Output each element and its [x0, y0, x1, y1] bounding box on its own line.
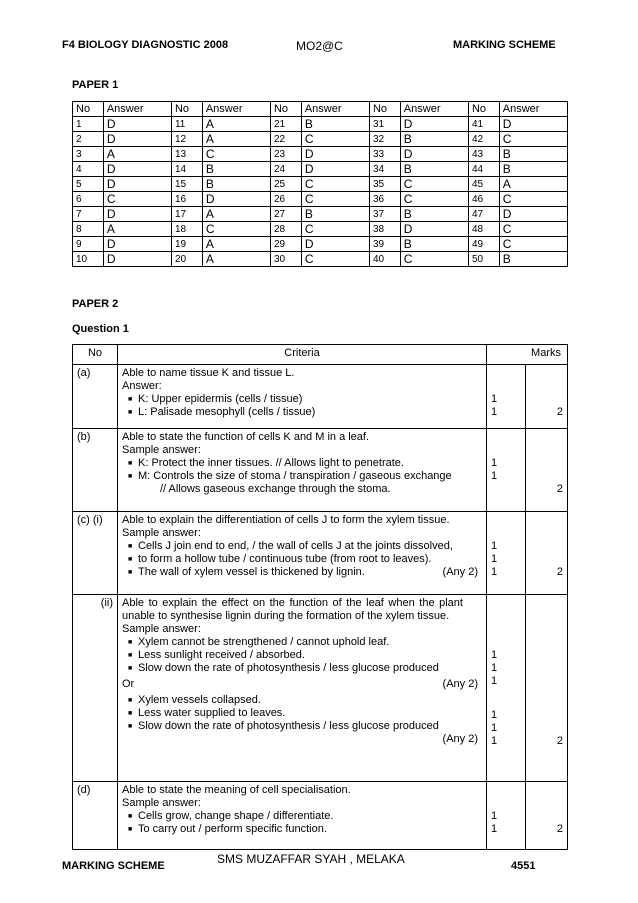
question-number: 20	[171, 252, 202, 267]
answer-cell: C	[499, 192, 567, 207]
paper1-header-row	[73, 102, 568, 117]
col-marks-header: Marks	[487, 345, 568, 365]
criteria-line: Sample answer:	[122, 797, 201, 809]
question-number: 33	[369, 147, 400, 162]
table-row	[73, 207, 568, 222]
question-number: 34	[369, 162, 400, 177]
question-number: 26	[270, 192, 301, 207]
criteria-bullet: ■ L: Palisade mesophyll (cells / tissue)	[128, 406, 316, 418]
row-c-ii-total: 2	[526, 595, 568, 782]
row-d	[73, 782, 568, 850]
question-number: 37	[369, 207, 400, 222]
question-number: 28	[270, 222, 301, 237]
any-2-note: (Any 2)	[442, 733, 478, 745]
answer-cell: C	[499, 132, 567, 147]
answer-cell: A	[202, 252, 270, 267]
col-no-header: No	[73, 345, 118, 365]
col-answer-header: Answer	[202, 102, 270, 117]
question-number: 44	[468, 162, 499, 177]
answer-cell: C	[202, 147, 270, 162]
row-c-i-total: 2	[526, 512, 568, 595]
question-number: 36	[369, 192, 400, 207]
criteria-bullet: ■ Slow down the rate of photosynthesis / less glucose produced	[128, 720, 439, 732]
question-number: 1	[73, 117, 104, 132]
bullet-icon: ■	[128, 697, 133, 704]
answer-cell: C	[202, 222, 270, 237]
answer-cell: D	[103, 237, 171, 252]
row-d-criteria	[118, 782, 487, 850]
question-number: 46	[468, 192, 499, 207]
criteria-line: Able to name tissue K and tissue L.	[122, 367, 295, 379]
bullet-icon: ■	[128, 543, 133, 550]
answer-cell: C	[400, 177, 468, 192]
row-c-i	[73, 512, 568, 595]
table-row	[73, 162, 568, 177]
answer-cell: C	[301, 192, 369, 207]
question-title: Question 1	[72, 323, 129, 335]
criteria-bullet: ■ Cells J join end to end, / the wall of cells J at the joints dissolved,	[128, 540, 453, 552]
answer-cell: D	[103, 162, 171, 177]
question-number: 41	[468, 117, 499, 132]
row-c-ii	[73, 595, 568, 782]
bullet-icon: ■	[128, 556, 133, 563]
bullet-icon: ■	[128, 665, 133, 672]
question-number: 32	[369, 132, 400, 147]
question-number: 7	[73, 207, 104, 222]
bullet-icon: ■	[128, 473, 133, 480]
question-number: 35	[369, 177, 400, 192]
criteria-line: Sample answer:	[122, 444, 201, 456]
criteria-line: Able to state the function of cells K and M in a leaf.	[122, 431, 370, 443]
answer-cell: B	[499, 252, 567, 267]
answer-cell: B	[202, 162, 270, 177]
table-row	[73, 222, 568, 237]
criteria-line: unable to synthesise lignin during the formation of the xylem tissue.	[122, 610, 450, 622]
criteria-line: Sample answer:	[122, 527, 201, 539]
question-number: 18	[171, 222, 202, 237]
col-no-header: No	[73, 102, 104, 117]
bullet-icon: ■	[128, 639, 133, 646]
answer-cell: D	[202, 192, 270, 207]
criteria-bullet: ■ Xylem cannot be strengthened / cannot uphold leaf.	[128, 636, 390, 648]
question-number: 17	[171, 207, 202, 222]
criteria-bullet: ■ Less sunlight received / absorbed.	[128, 649, 305, 661]
col-no-header: No	[270, 102, 301, 117]
question-number: 49	[468, 237, 499, 252]
answer-cell: D	[499, 117, 567, 132]
question-number: 48	[468, 222, 499, 237]
answer-cell: D	[400, 117, 468, 132]
answer-cell: D	[103, 132, 171, 147]
criteria-line: Able to state the meaning of cell specialisation.	[122, 784, 351, 796]
footer-center: SMS MUZAFFAR SYAH , MELAKA	[217, 852, 405, 866]
bullet-icon: ■	[128, 409, 133, 416]
answer-cell: C	[499, 237, 567, 252]
row-b-criteria	[118, 429, 487, 512]
table-row	[73, 252, 568, 267]
paper2-title: PAPER 2	[72, 298, 119, 310]
answer-cell: B	[499, 147, 567, 162]
footer-left: MARKING SCHEME	[62, 860, 165, 872]
criteria-bullet: ■ Cells grow, change shape / differentiate.	[128, 810, 334, 822]
question-number: 40	[369, 252, 400, 267]
answer-cell: A	[499, 177, 567, 192]
marking-table	[72, 344, 568, 850]
answer-cell: B	[499, 162, 567, 177]
question-number: 38	[369, 222, 400, 237]
table-row	[73, 237, 568, 252]
answer-cell: C	[499, 222, 567, 237]
row-b-marks: 1 1	[487, 429, 526, 512]
row-a-no: (a)	[73, 365, 118, 429]
question-number: 2	[73, 132, 104, 147]
col-answer-header: Answer	[301, 102, 369, 117]
table-row	[73, 177, 568, 192]
row-a-total: 2	[526, 365, 568, 429]
question-number: 10	[73, 252, 104, 267]
row-b	[73, 429, 568, 512]
criteria-line: // Allows gaseous exchange through the stoma.	[160, 483, 391, 495]
criteria-bullet: ■ to form a hollow tube / continuous tube (from root to leaves).	[128, 553, 432, 565]
header-left: F4 BIOLOGY DIAGNOSTIC 2008	[62, 39, 229, 51]
row-a-marks: 1 1	[487, 365, 526, 429]
answer-cell: D	[103, 207, 171, 222]
paper1-answer-table	[72, 101, 568, 267]
answer-cell: D	[499, 207, 567, 222]
criteria-line: Able to explain the differentiation of cells J to form the xylem tissue.	[122, 514, 450, 526]
question-number: 22	[270, 132, 301, 147]
question-number: 3	[73, 147, 104, 162]
table-row	[73, 132, 568, 147]
answer-cell: C	[301, 252, 369, 267]
bullet-icon: ■	[128, 710, 133, 717]
question-number: 9	[73, 237, 104, 252]
question-number: 11	[171, 117, 202, 132]
row-c-ii-no: (ii)	[73, 595, 118, 782]
criteria-line: Answer:	[122, 380, 162, 392]
question-number: 43	[468, 147, 499, 162]
answer-cell: C	[301, 177, 369, 192]
question-number: 6	[73, 192, 104, 207]
answer-cell: A	[202, 207, 270, 222]
answer-cell: A	[103, 222, 171, 237]
col-no-header: No	[369, 102, 400, 117]
answer-cell: C	[301, 222, 369, 237]
criteria-bullet: ■ Less water supplied to leaves.	[128, 707, 286, 719]
col-no-header: No	[171, 102, 202, 117]
answer-cell: B	[400, 162, 468, 177]
row-c-i-criteria	[118, 512, 487, 595]
answer-cell: C	[301, 132, 369, 147]
answer-cell: D	[103, 252, 171, 267]
criteria-bullet: ■ The wall of xylem vessel is thickened by lignin. (Any 2)	[122, 566, 482, 579]
criteria-bullet: ■ M: Controls the size of stoma / transpiration / gaseous exchange	[128, 470, 452, 482]
criteria-bullet: ■ K: Protect the inner tissues. // Allows light to penetrate.	[128, 457, 404, 469]
question-number: 13	[171, 147, 202, 162]
question-number: 29	[270, 237, 301, 252]
answer-cell: D	[103, 117, 171, 132]
paper1-title: PAPER 1	[72, 79, 119, 91]
row-c-ii-marks: 1 1 1 1 1 1	[487, 595, 526, 782]
row-c-ii-criteria	[118, 595, 487, 782]
answer-cell: D	[301, 162, 369, 177]
row-d-marks: 1 1	[487, 782, 526, 850]
bullet-icon: ■	[128, 396, 133, 403]
row-c-i-no: (c) (i)	[73, 512, 118, 595]
question-number: 42	[468, 132, 499, 147]
row-d-total: 2	[526, 782, 568, 850]
question-number: 12	[171, 132, 202, 147]
any-2-note: (Any 2)	[442, 566, 478, 578]
header-center: MO2@C	[296, 39, 343, 53]
marking-table-header	[73, 345, 568, 365]
row-b-no: (b)	[73, 429, 118, 512]
criteria-bullet: ■ To carry out / perform specific function.	[128, 823, 327, 835]
col-criteria-header: Criteria	[118, 345, 487, 365]
bullet-icon: ■	[128, 723, 133, 730]
answer-cell: A	[202, 117, 270, 132]
header-right: MARKING SCHEME	[453, 39, 556, 51]
question-number: 24	[270, 162, 301, 177]
criteria-bullet: ■ K: Upper epidermis (cells / tissue)	[128, 393, 303, 405]
table-row	[73, 192, 568, 207]
answer-cell: D	[103, 177, 171, 192]
answer-cell: D	[301, 237, 369, 252]
answer-cell: C	[400, 252, 468, 267]
question-number: 30	[270, 252, 301, 267]
row-d-no: (d)	[73, 782, 118, 850]
answer-cell: B	[400, 132, 468, 147]
question-number: 39	[369, 237, 400, 252]
row-b-total: 2	[526, 429, 568, 512]
question-number: 45	[468, 177, 499, 192]
answer-cell: C	[103, 192, 171, 207]
answer-cell: B	[400, 237, 468, 252]
or-line: Or (Any 2)	[122, 678, 478, 690]
criteria-line: Able to explain the effect on the function of the leaf when the plant	[122, 597, 463, 609]
question-number: 15	[171, 177, 202, 192]
bullet-icon: ■	[128, 569, 133, 576]
answer-cell: A	[202, 132, 270, 147]
row-c-i-marks: 1 1 1	[487, 512, 526, 595]
question-number: 21	[270, 117, 301, 132]
question-number: 47	[468, 207, 499, 222]
col-answer-header: Answer	[103, 102, 171, 117]
question-number: 23	[270, 147, 301, 162]
row-a	[73, 365, 568, 429]
bullet-icon: ■	[128, 652, 133, 659]
bullet-icon: ■	[128, 826, 133, 833]
answer-cell: D	[301, 147, 369, 162]
question-number: 8	[73, 222, 104, 237]
question-number: 16	[171, 192, 202, 207]
answer-cell: D	[400, 147, 468, 162]
question-number: 14	[171, 162, 202, 177]
answer-cell: B	[202, 177, 270, 192]
criteria-bullet: ■ Slow down the rate of photosynthesis / less glucose produced	[128, 662, 439, 674]
answer-cell: B	[400, 207, 468, 222]
col-answer-header: Answer	[400, 102, 468, 117]
bullet-icon: ■	[128, 813, 133, 820]
answer-cell: B	[301, 117, 369, 132]
question-number: 50	[468, 252, 499, 267]
col-no-header: No	[468, 102, 499, 117]
answer-cell: D	[400, 222, 468, 237]
table-row	[73, 117, 568, 132]
criteria-line: Sample answer:	[122, 623, 201, 635]
table-row	[73, 147, 568, 162]
answer-cell: A	[103, 147, 171, 162]
footer-right: 4551	[511, 860, 536, 872]
question-number: 25	[270, 177, 301, 192]
question-number: 4	[73, 162, 104, 177]
answer-cell: C	[400, 192, 468, 207]
row-a-criteria	[118, 365, 487, 429]
question-number: 19	[171, 237, 202, 252]
criteria-bullet: ■ Xylem vessels collapsed.	[128, 694, 261, 706]
question-number: 31	[369, 117, 400, 132]
col-answer-header: Answer	[499, 102, 567, 117]
question-number: 27	[270, 207, 301, 222]
answer-cell: A	[202, 237, 270, 252]
question-number: 5	[73, 177, 104, 192]
answer-cell: B	[301, 207, 369, 222]
bullet-icon: ■	[128, 460, 133, 467]
